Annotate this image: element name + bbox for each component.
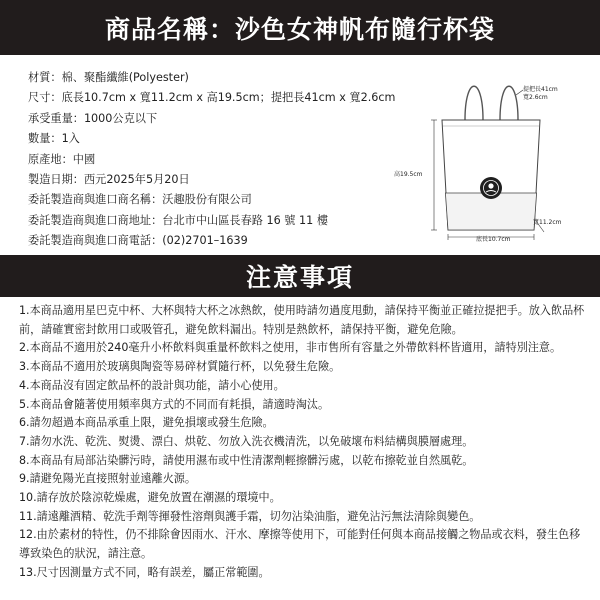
spec-importer-name: 委託製造商與進口商名稱：沃趣股份有限公司 <box>28 193 252 207</box>
product-title: 商品名稱：沙色女神帆布隨行杯袋 <box>104 14 495 44</box>
notice-list <box>19 302 585 583</box>
spec-importer-phone: 委託製造商與進口商電話：(02)2701–1639 <box>28 234 248 248</box>
notice-item: 6.請勿超過本商品承重上限，避免損壞或發生危險。 <box>19 416 274 430</box>
spec-origin: 原產地：中國 <box>28 152 96 166</box>
handle-length-label: 提把長41cm <box>523 86 558 93</box>
notice-item: 1.本商品適用星巴克中杯、大杯與特大杯之冰熱飲，使用時請勿過度甩動，請保持平衡並正確拉提把手。放入飲品杯前，請確實密封飲用口或吸管孔，避免飲料漏出。特別是熱飲杯，請保持平衡，避免危險。 <box>19 304 585 336</box>
notice-item: 4.本商品沒有固定飲品杯的設計與功能，請小心使用。 <box>19 378 285 392</box>
handle-leader-line <box>516 90 523 95</box>
spec-quantity: 數量：1入 <box>28 132 80 146</box>
bag-dimension-diagram <box>390 70 600 250</box>
height-label: 高19.5cm <box>394 171 423 178</box>
spec-weight-capacity: 承受重量：1000公克以下 <box>28 111 158 125</box>
notice-item: 11.請遠離酒精、乾洗手劑等揮發性溶劑與護手霜，切勿沾染油脂，避免沾污無法清除與變色。 <box>19 509 481 523</box>
bag-handle-left <box>465 86 483 120</box>
bag-handle-right <box>500 86 518 120</box>
handle-width-label: 寬2.6cm <box>523 94 548 101</box>
notice-title: 注意事項 <box>245 263 354 292</box>
width-label: 寬11.2cm <box>533 219 562 226</box>
product-title-banner <box>0 0 600 55</box>
notice-title-banner <box>0 255 600 297</box>
spec-importer-address: 委託製造商與進口商地址：台北市中山區長春路 16 號 11 樓 <box>28 213 329 227</box>
spec-material: 材質：棉、聚酯纖維(Polyester) <box>28 71 189 84</box>
spec-manufacture-date: 製造日期：西元2025年5月20日 <box>28 173 190 187</box>
tote-bag-illustration <box>390 70 600 250</box>
notice-item: 12.由於素材的特性，仍不排除會因雨水、汗水、摩擦等使用下，可能對任何與本商品接觸之物品或衣料，發生色移導致染色的狀況，請注意。 <box>19 528 581 561</box>
spec-list <box>28 68 423 252</box>
bottom-length-label: 底長10.7cm <box>476 236 511 243</box>
spec-size: 尺寸：底長10.7cm x 寬11.2cm x 高19.5cm；提把長41cm x 寬2.6cm <box>28 91 396 105</box>
notice-item: 9.請避免陽光直接照射並遠離火源。 <box>19 472 196 486</box>
notice-item: 5.本商品會隨著使用頻率與方式的不同而有耗損，請適時淘汰。 <box>19 397 330 411</box>
notice-item: 8.本商品有局部沾染髒污時，請使用濕布或中性清潔劑輕擦髒污處，以乾布擦乾並自然風乾。 <box>19 453 474 467</box>
notice-item: 2.本商品不適用於240毫升小杯飲料與重量杯飲料之使用，非市售所有容量之外帶飲料杯皆適用，請特別注意。 <box>19 341 562 355</box>
notice-item: 10.請存放於陰涼乾燥處，避免放置在潮濕的環境中。 <box>19 491 281 505</box>
notice-item: 13.尺寸因測量方式不同，略有誤差，屬正常範圍。 <box>19 565 270 579</box>
notice-item: 3.本商品不適用於玻璃與陶瓷等易碎材質隨行杯，以免發生危險。 <box>19 360 341 374</box>
notice-item: 7.請勿水洗、乾洗、熨燙、漂白、烘乾、勿放入洗衣機清洗，以免破壞布料結構與膜層處理。 <box>19 434 474 448</box>
